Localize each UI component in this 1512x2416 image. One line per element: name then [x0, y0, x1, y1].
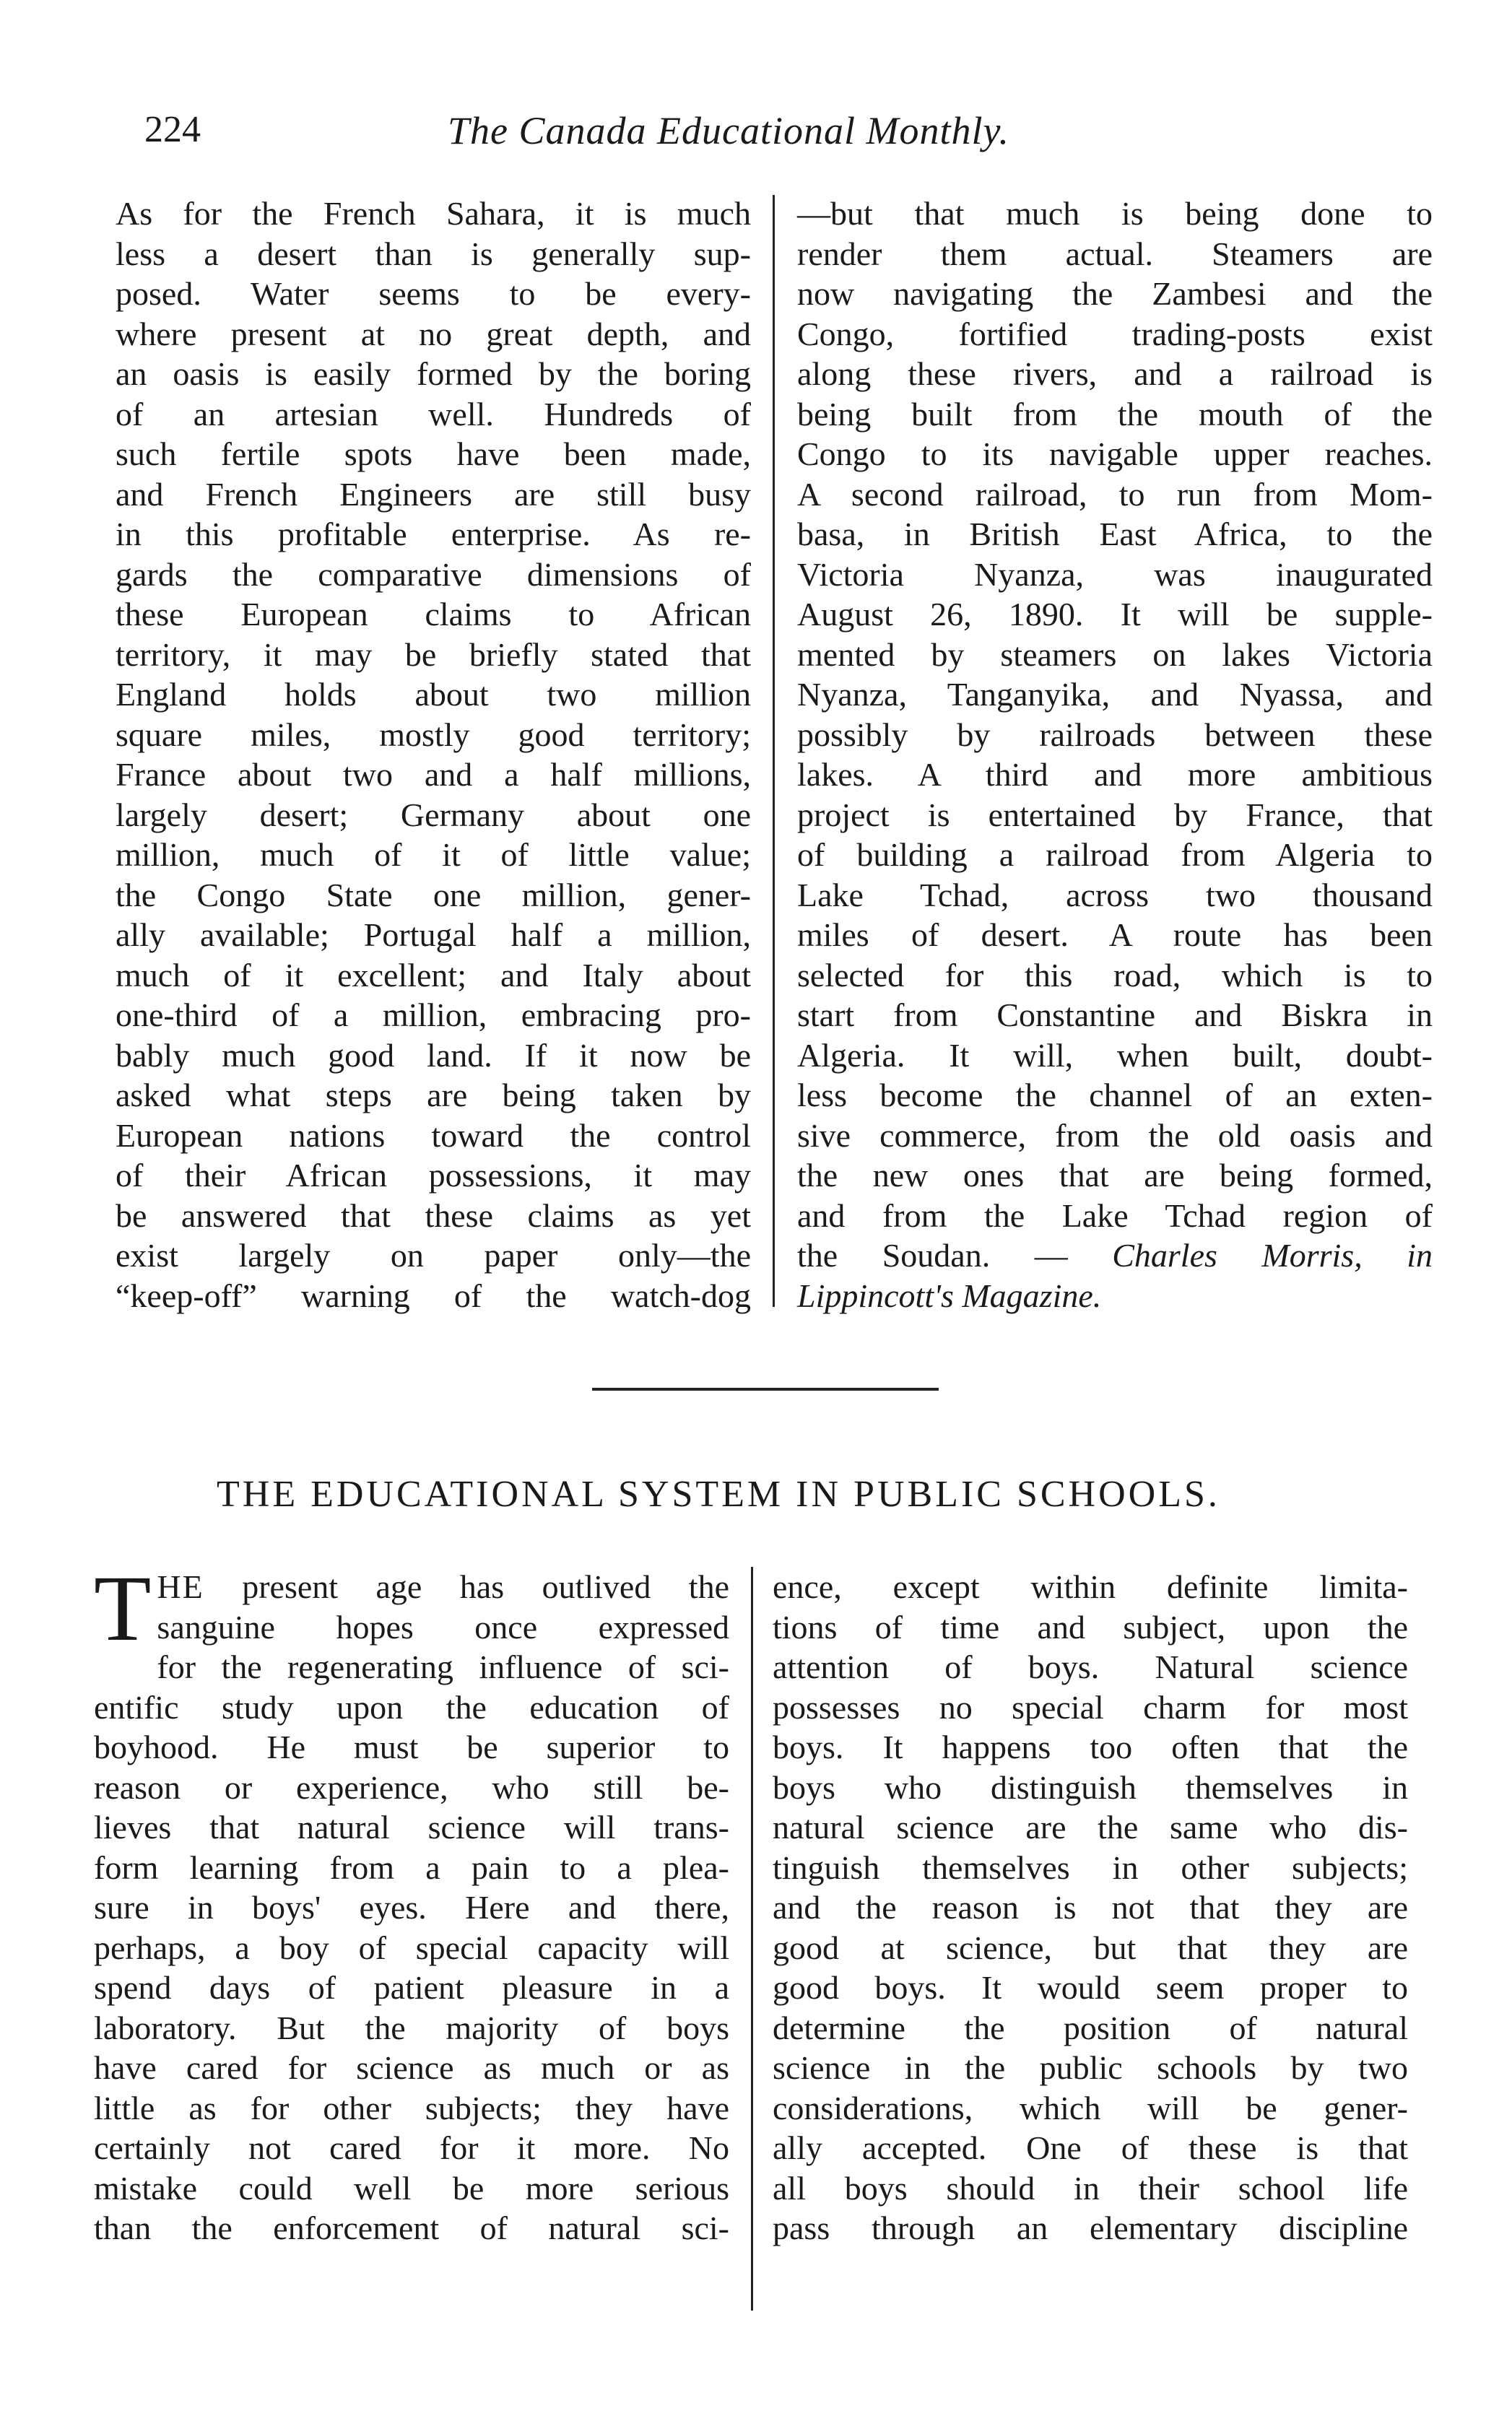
text-line: good at science, but that they are	[773, 1929, 1408, 1966]
text-line: such fertile spots have been made,	[116, 435, 751, 472]
article1-column-left	[116, 194, 751, 1316]
text-line: less become the channel of an exten-	[797, 1077, 1433, 1113]
text-line: bably much good land. If it now be	[116, 1036, 751, 1074]
text-line: for the regenerating influence of sci-	[157, 1648, 729, 1685]
column-rule-top	[773, 195, 775, 1307]
article2-left-paragraph	[94, 1557, 729, 2248]
text-line: lakes. A third and more ambitious	[797, 756, 1433, 793]
text-line: less a desert than is generally sup-	[116, 235, 751, 272]
article2-column-right	[773, 1567, 1408, 2248]
closing-prefix: the Soudan. —	[797, 1237, 1113, 1274]
text-line: and the reason is not that they are	[773, 1889, 1408, 1926]
text-line: possibly by railroads between these	[797, 716, 1433, 753]
article2-title: THE EDUCATIONAL SYSTEM IN PUBLIC SCHOOLS.	[217, 1474, 1220, 1515]
text-line: boyhood. He must be superior to	[94, 1729, 729, 1765]
text-line: good boys. It would seem proper to	[773, 1969, 1408, 2006]
text-line: sanguine hopes once expressed	[157, 1608, 729, 1646]
text-line: be answered that these claims as yet	[116, 1196, 751, 1234]
text-line: certainly not cared for it more. No	[94, 2129, 729, 2166]
text-line: August 26, 1890. It will be supple-	[797, 596, 1433, 633]
text-line: reason or experience, who still be-	[94, 1768, 729, 1806]
closing-author: Charles Morris, in	[1112, 1237, 1433, 1274]
text-line: render them actual. Steamers are	[797, 235, 1433, 272]
text-line: asked what steps are being taken by	[116, 1077, 751, 1113]
text-line: in this profitable enterprise. As re-	[116, 516, 751, 552]
text-line: boys. It happens too often that the	[773, 1729, 1408, 1765]
text-line: pass through an elementary discipline	[773, 2209, 1408, 2246]
text-line: Victoria Nyanza, was inaugurated	[797, 555, 1433, 593]
text-line: science in the public schools by two	[773, 2049, 1408, 2086]
section-divider	[592, 1388, 939, 1391]
text-line: —but that much is being done to	[797, 195, 1433, 232]
text-line: gards the comparative dimensions of	[116, 555, 751, 593]
text-line: miles of desert. A route has been	[797, 916, 1433, 953]
text-line-rest: present age has outlived the	[204, 1568, 729, 1605]
text-line: natural science are the same who dis-	[773, 1809, 1408, 1846]
text-line: exist largely on paper only—the	[116, 1237, 751, 1274]
text-line: considerations, which will be gener-	[773, 2089, 1408, 2126]
text-line: million, much of it of little value;	[116, 836, 751, 873]
text-line: As for the French Sahara, it is much	[116, 195, 751, 232]
text-line: much of it excellent; and Italy about	[116, 956, 751, 994]
text-line: determine the position of natural	[773, 2009, 1408, 2046]
text-line: start from Constantine and Biskra in	[797, 996, 1433, 1033]
text-line: European nations toward the control	[116, 1116, 751, 1154]
text-line: selected for this road, which is to	[797, 956, 1433, 994]
page-header	[144, 108, 1141, 159]
article1-left-paragraph	[116, 194, 751, 1316]
text-line: Algeria. It will, when built, doubt-	[797, 1036, 1433, 1074]
text-line: than the enforcement of natural sci-	[94, 2209, 729, 2246]
text-line: an oasis is easily formed by the boring	[116, 355, 751, 392]
text-line: ally available; Portugal half a million,	[116, 916, 751, 953]
text-line: tions of time and subject, upon the	[773, 1608, 1408, 1646]
text-line: A second railroad, to run from Mom-	[797, 475, 1433, 513]
text-line: mistake could well be more serious	[94, 2169, 729, 2207]
text-line: little as for other subjects; they have	[94, 2089, 729, 2126]
text-line: form learning from a pain to a plea-	[94, 1848, 729, 1886]
text-line: of an artesian well. Hundreds of	[116, 395, 751, 433]
article1-right-paragraph	[797, 194, 1433, 1235]
text-line: boys who distinguish themselves in	[773, 1768, 1408, 1806]
text-line: France about two and a half millions,	[116, 756, 751, 793]
article2-column-left	[94, 1557, 729, 2248]
text-line: ally accepted. One of these is that	[773, 2129, 1408, 2166]
text-line: of their African possessions, it may	[116, 1157, 751, 1194]
text-line: the Congo State one million, gener-	[116, 876, 751, 913]
running-title: The Canada Educational Monthly.	[448, 109, 1009, 152]
page-number: 224	[144, 109, 201, 150]
text-line: project is entertained by France, that	[797, 796, 1433, 833]
text-line: along these rivers, and a railroad is	[797, 355, 1433, 392]
text-line: Lake Tchad, across two thousand	[797, 876, 1433, 913]
text-line: mented by steamers on lakes Victoria	[797, 635, 1433, 673]
column-rule-bottom	[751, 1567, 753, 2311]
text-line: these European claims to African	[116, 596, 751, 633]
text-line: basa, in British East Africa, to the	[797, 516, 1433, 552]
text-line: have cared for science as much or as	[94, 2049, 729, 2086]
text-line: being built from the mouth of the	[797, 395, 1433, 433]
first-word-rest: HE	[157, 1568, 204, 1605]
text-line: attention of boys. Natural science	[773, 1648, 1408, 1685]
text-line: entific study upon the education of	[94, 1688, 729, 1726]
text-line: where present at no great depth, and	[116, 315, 751, 352]
text-line: possesses no special charm for most	[773, 1688, 1408, 1726]
text-line: perhaps, a boy of special capacity will	[94, 1929, 729, 1966]
text-line: sive commerce, from the old oasis and	[797, 1116, 1433, 1154]
text-line: territory, it may be briefly stated that	[116, 635, 751, 673]
text-line: tinguish themselves in other subjects;	[773, 1848, 1408, 1886]
text-line: ence, except within definite limita-	[773, 1568, 1408, 1605]
closing-line	[797, 1235, 1433, 1276]
text-line: largely desert; Germany about one	[116, 796, 751, 833]
text-line: spend days of patient pleasure in a	[94, 1969, 729, 2006]
text-line: Congo to its navigable upper reaches.	[797, 435, 1433, 472]
text-line: Congo, fortified trading-posts exist	[797, 315, 1433, 352]
text-line: one-third of a million, embracing pro-	[116, 996, 751, 1033]
closing-source: Lippincott's Magazine.	[797, 1277, 1102, 1314]
text-line: and from the Lake Tchad region of	[797, 1196, 1433, 1234]
text-line: “keep-off” warning of the watch-dog	[116, 1277, 751, 1314]
text-line: and French Engineers are still busy	[116, 475, 751, 513]
article1-column-right	[797, 194, 1433, 1316]
article2-right-paragraph	[773, 1567, 1408, 2248]
text-line	[94, 1567, 729, 1607]
text-line: laboratory. But the majority of boys	[94, 2009, 729, 2046]
article1-closing	[797, 1235, 1433, 1316]
text-line: square miles, mostly good territory;	[116, 716, 751, 753]
text-line: lieves that natural science will trans-	[94, 1809, 729, 1846]
text-line: now navigating the Zambesi and the	[797, 275, 1433, 312]
text-line: the new ones that are being formed,	[797, 1157, 1433, 1194]
text-line: posed. Water seems to be every-	[116, 275, 751, 312]
text-line: England holds about two million	[116, 676, 751, 713]
text-line: Nyanza, Tanganyika, and Nyassa, and	[797, 676, 1433, 713]
drop-cap: T	[94, 1557, 152, 1661]
text-line: of building a railroad from Algeria to	[797, 836, 1433, 873]
text-line: all boys should in their school life	[773, 2169, 1408, 2207]
text-line: sure in boys' eyes. Here and there,	[94, 1889, 729, 1926]
